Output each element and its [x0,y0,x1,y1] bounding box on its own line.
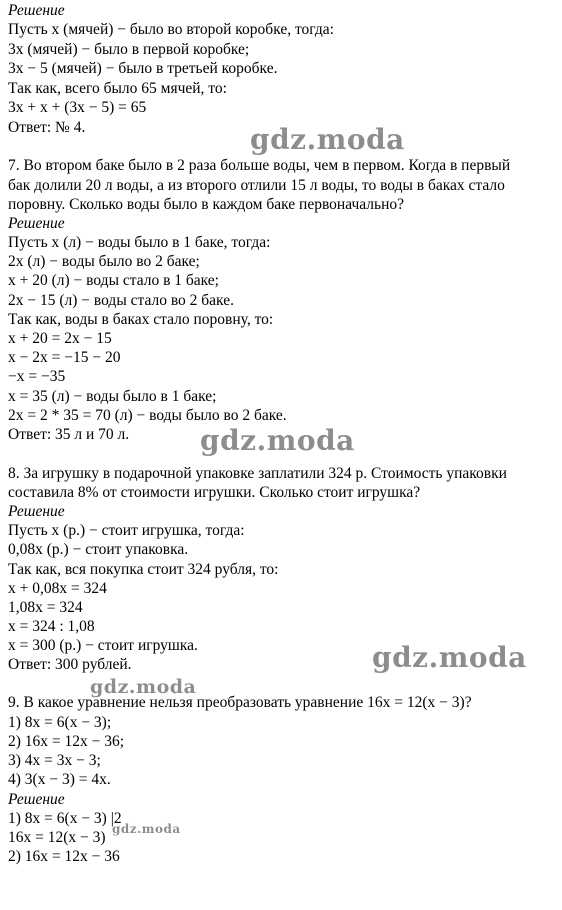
text-line: x = 35 (л) − воды было в 1 баке; [8,388,217,405]
text-line: Ответ: 35 л и 70 л. [8,426,130,443]
text-line: 2x (л) − воды было во 2 баке; [8,253,200,270]
text-line: 7. Во втором баке было в 2 раза больше воды, чем в первом. Когда в первый [8,157,511,174]
text-line: x = 300 (р.) − стоит игрушка. [8,637,198,654]
text-line: Пусть x (л) − воды было в 1 баке, тогда: [8,234,271,251]
text-line: бак долили 20 л воды, а из второго отлили 15 л воды, то воды в баках стало [8,177,505,194]
text-line: 1,08x = 324 [8,599,83,616]
text-line: 3x − 5 (мячей) − было в третьей коробке. [8,60,278,77]
text-line: x + 20 = 2x − 15 [8,330,112,347]
text-line: x + 20 (л) − воды стало в 1 баке; [8,272,219,289]
text-line: Пусть x (мячей) − было во второй коробке, тогда: [8,21,334,38]
text-line: 1) 8x = 6(x − 3) |2 [8,810,122,827]
text-line: x − 2x = −15 − 20 [8,349,121,366]
solution-heading: Решение [8,215,65,232]
text-line: поровну. Сколько воды было в каждом баке первоначально? [8,196,405,213]
text-line: −x = −35 [8,368,66,385]
text-line: 2x − 15 (л) − воды стало во 2 баке. [8,292,234,309]
watermark: gdz.moda [112,822,181,836]
solution-heading: Решение [8,791,65,808]
watermark: gdz.moda [90,676,197,698]
text-line: 8. За игрушку в подарочной упаковке заплатили 324 р. Стоимость упаковки [8,465,507,482]
solution-heading: Решение [8,503,65,520]
text-line: 2x = 2 * 35 = 70 (л) − воды было во 2 баке. [8,407,287,424]
text-line: 16x = 12(x − 3) [8,829,106,846]
watermark: gdz.moda [250,123,405,156]
watermark: gdz.moda [200,424,355,457]
text-line: 4) 3(x − 3) = 4x. [8,771,111,788]
text-line: 3x + x + (3x − 5) = 65 [8,99,147,116]
text-line: Ответ: № 4. [8,119,86,136]
text-line: 2) 16x = 12x − 36 [8,848,120,865]
text-line: составила 8% от стоимости игрушки. Сколько стоит игрушка? [8,484,421,501]
text-line: 2) 16x = 12x − 36; [8,733,125,750]
text-line: Так как, вся покупка стоит 324 рубля, то: [8,561,279,578]
text-line: Так как, всего было 65 мячей, то: [8,80,227,97]
text-line: 9. В какое уравнение нельзя преобразовать уравнение 16x = 12(x − 3)? [8,694,472,711]
text-line: x = 324 : 1,08 [8,618,95,635]
text-line: Пусть x (р.) − стоит игрушка, тогда: [8,522,245,539]
text-line: x + 0,08x = 324 [8,580,107,597]
text-line: 3x (мячей) − было в первой коробке; [8,41,250,58]
text-line: 1) 8x = 6(x − 3); [8,714,112,731]
text-line: 0,08x (р.) − стоит упаковка. [8,541,189,558]
text-line: 3) 4x = 3x − 3; [8,752,101,769]
text-line: Ответ: 300 рублей. [8,656,132,673]
text-line: Так как, воды в баках стало поровну, то: [8,311,274,328]
solution-heading: Решение [8,2,65,19]
watermark: gdz.moda [372,641,527,674]
